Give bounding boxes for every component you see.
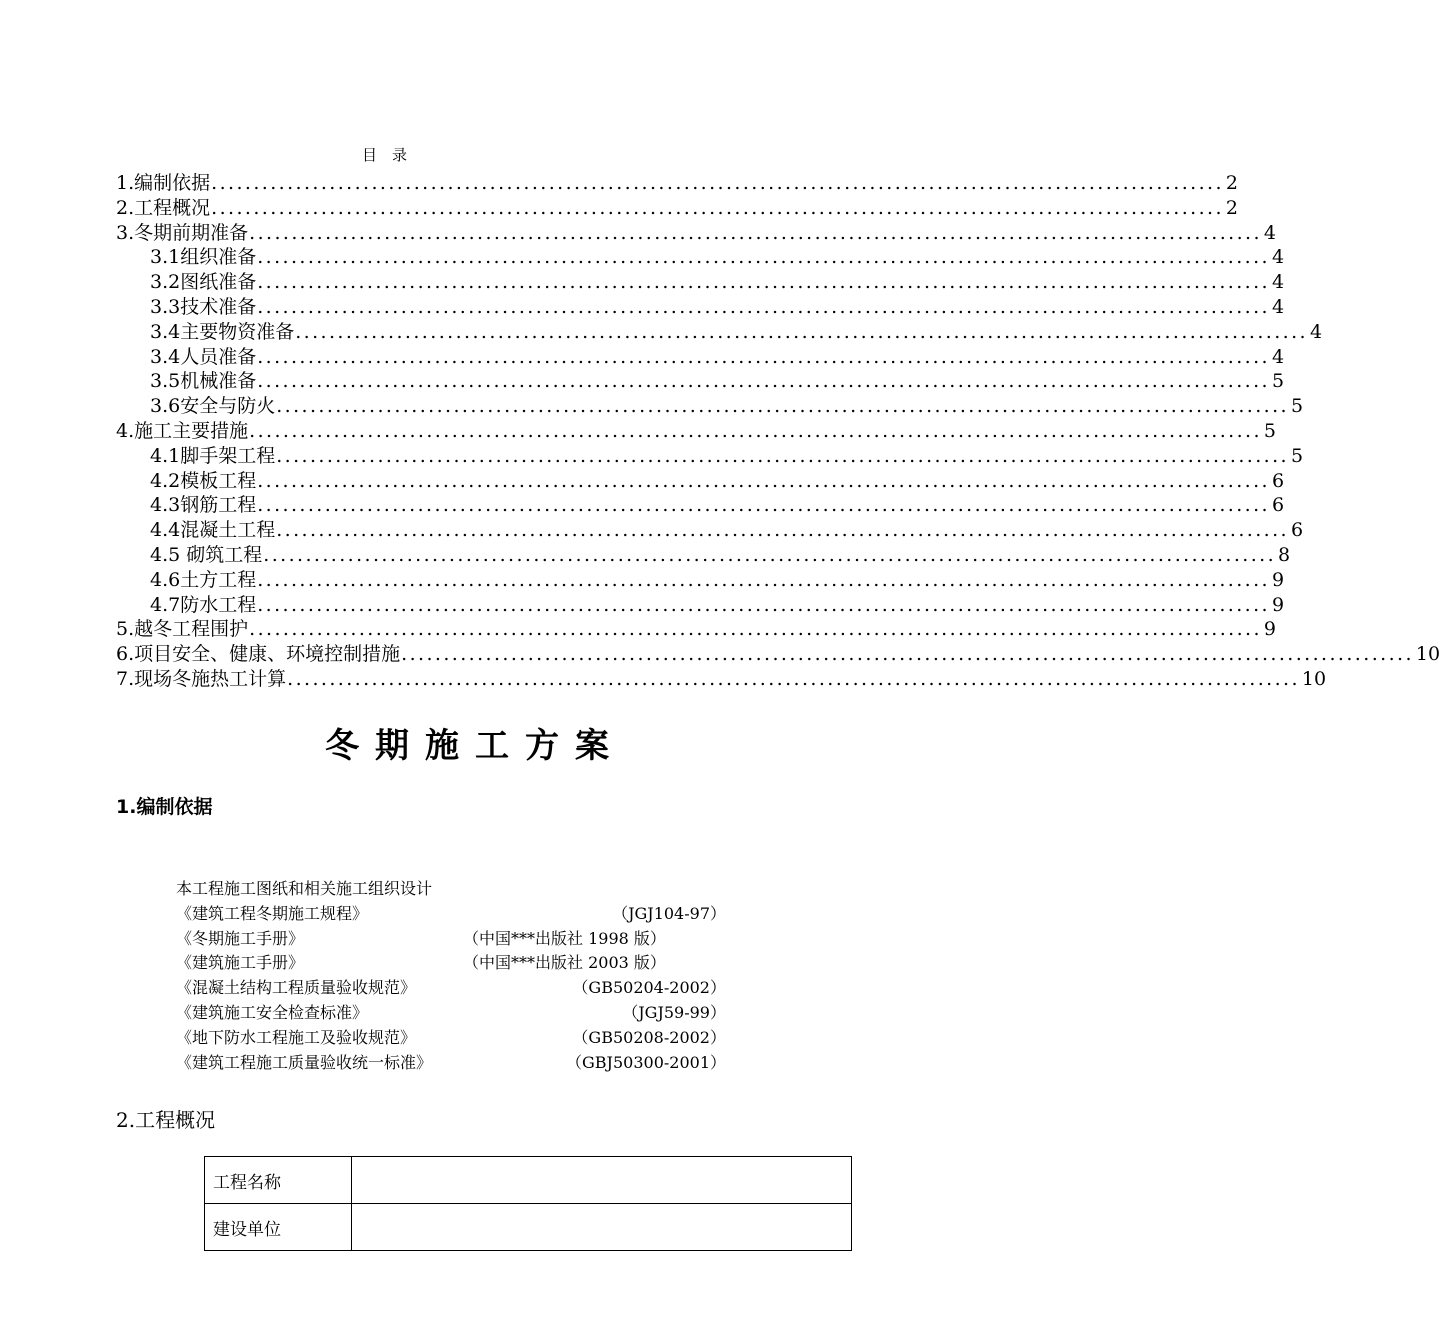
toc-entry-page: 4 — [1271, 246, 1285, 269]
basis-item-name: 本工程施工图纸和相关施工组织设计 — [176, 879, 433, 898]
toc-entry-label: 3.冬期前期准备 — [116, 221, 249, 244]
toc-entry[interactable] — [116, 590, 1285, 616]
toc-leader-dots: ........................................................................................................................ — [257, 370, 1270, 393]
toc-leader-dots: ........................................................................................................................ — [257, 494, 1270, 517]
basis-item-code: （GB50208-2002） — [572, 1027, 726, 1047]
toc-entry-label: 3.6安全与防火 — [150, 395, 276, 418]
toc-entry-page: 9 — [1263, 618, 1276, 641]
toc-entry-label: 4.4混凝土工程 — [150, 519, 276, 542]
basis-item — [176, 928, 726, 953]
toc-entry[interactable] — [116, 342, 1285, 368]
toc-entry-page: 4 — [1271, 271, 1285, 294]
toc-entry[interactable] — [116, 565, 1285, 591]
toc-entry-page: 10 — [1415, 643, 1440, 666]
toc-leader-dots: ........................................................................................................................ — [211, 196, 1224, 219]
toc-entry-label: 3.5机械准备 — [150, 370, 257, 393]
toc-leader-dots: ........................................................................................................................ — [263, 543, 1277, 566]
toc-entry[interactable] — [116, 218, 1276, 244]
toc-entry-label: 4.6土方工程 — [150, 568, 257, 591]
basis-list — [176, 878, 726, 1076]
basis-item-name: 《冬期施工手册》 — [176, 928, 305, 948]
toc-entry-label: 1.编制依据 — [116, 172, 211, 194]
toc-entry-label: 3.1组织准备 — [150, 246, 257, 269]
basis-item-code: （JGJ59-99） — [622, 1002, 726, 1022]
table-key-cell: 建设单位 — [205, 1204, 352, 1251]
basis-item-code: （中国***出版社 2003 版） — [463, 953, 666, 973]
toc-leader-dots: ........................................................................................................................ — [257, 568, 1270, 591]
basis-item-name: 《地下防水工程施工及验收规范》 — [176, 1027, 417, 1047]
toc-entry-label: 3.3技术准备 — [150, 295, 257, 318]
toc-entry-label: 2.工程概况 — [116, 196, 211, 219]
toc-entry-page: 4 — [1271, 345, 1285, 368]
table-key-cell: 工程名称 — [205, 1157, 352, 1204]
toc-entry-page: 5 — [1271, 370, 1285, 393]
table-value-cell[interactable] — [352, 1157, 852, 1204]
toc-entry[interactable] — [116, 490, 1285, 517]
toc-entry-label: 4.施工主要措施 — [116, 419, 249, 442]
toc-entry[interactable] — [116, 639, 1440, 666]
toc-entry[interactable] — [116, 317, 1323, 343]
basis-item-code: （中国***出版社 1998 版） — [463, 928, 666, 948]
toc-entry-page: 8 — [1278, 543, 1291, 566]
toc-leader-dots: ........................................................................................................................ — [211, 172, 1224, 194]
document-title: 冬期施工方案 — [325, 726, 625, 766]
toc-entry-label: 5.越冬工程围护 — [116, 618, 249, 641]
toc-entry[interactable] — [116, 416, 1276, 442]
basis-item-name: 《建筑施工安全检查标准》 — [176, 1002, 369, 1022]
toc-entry[interactable] — [116, 441, 1304, 467]
toc-leader-dots: ........................................................................................................................ — [257, 271, 1270, 294]
toc-leader-dots: ........................................................................................................................ — [401, 643, 1414, 666]
toc-entry-page: 5 — [1290, 444, 1304, 467]
basis-item — [176, 977, 726, 1002]
basis-item-code: （GBJ50300-2001） — [566, 1052, 726, 1072]
toc-entry-page: 9 — [1271, 568, 1285, 591]
basis-item — [176, 1052, 726, 1077]
toc-entry-page: 6 — [1271, 469, 1285, 492]
toc-entry-page: 2 — [1225, 172, 1238, 194]
toc-entry[interactable] — [116, 540, 1291, 566]
toc-entry-page: 5 — [1263, 419, 1276, 442]
toc-leader-dots: ........................................................................................................................ — [257, 345, 1270, 368]
toc-leader-dots: ........................................................................................................................ — [257, 246, 1270, 269]
table-row — [205, 1157, 852, 1204]
toc-entry-label: 7.现场冬施热工计算 — [116, 667, 287, 690]
toc-entry-label: 3.4主要物资准备 — [150, 320, 295, 343]
toc-entry[interactable] — [116, 292, 1285, 318]
toc-entry-page: 10 — [1301, 667, 1327, 690]
toc-leader-dots: ........................................................................................................................ — [249, 419, 1262, 442]
table-row — [205, 1204, 852, 1251]
basis-item-code: （JGJ104-97） — [612, 903, 726, 923]
toc-entry-page: 5 — [1290, 395, 1304, 418]
toc-entry[interactable] — [116, 466, 1285, 492]
toc-entry-label: 4.5 砌筑工程 — [150, 543, 263, 566]
toc-entry[interactable] — [116, 267, 1285, 294]
toc-leader-dots: ........................................................................................................................ — [276, 395, 1289, 418]
toc-leader-dots: ........................................................................................................................ — [257, 295, 1270, 318]
basis-item-name: 《混凝土结构工程质量验收规范》 — [176, 978, 417, 998]
toc-entry-label: 3.2图纸准备 — [150, 271, 257, 294]
toc-entry[interactable] — [116, 391, 1304, 418]
toc-entry[interactable] — [116, 614, 1276, 641]
section-heading-overview: 2.工程概况 — [116, 1108, 216, 1132]
basis-item — [176, 952, 726, 977]
toc-leader-dots: ........................................................................................................................ — [276, 519, 1289, 542]
toc-entry-page: 9 — [1271, 593, 1285, 616]
basis-item-name: 《建筑施工手册》 — [176, 953, 305, 973]
toc-entry-label: 4.1脚手架工程 — [150, 444, 276, 467]
toc-entry[interactable] — [116, 515, 1304, 542]
toc-entry[interactable] — [116, 664, 1327, 690]
toc-leader-dots: ........................................................................................................................ — [249, 221, 1262, 244]
toc-leader-dots: ........................................................................................................................ — [276, 444, 1289, 467]
basis-item-name: 《建筑工程施工质量验收统一标准》 — [176, 1052, 433, 1072]
toc-entry-label: 4.2模板工程 — [150, 469, 257, 492]
toc-entry-page: 4 — [1271, 295, 1285, 318]
basis-item-name: 《建筑工程冬期施工规程》 — [176, 903, 369, 923]
basis-item — [176, 878, 726, 903]
toc-entry-page: 4 — [1309, 320, 1323, 343]
basis-item — [176, 1027, 726, 1052]
toc-entry-label: 4.3钢筋工程 — [150, 494, 257, 517]
toc-leader-dots: ........................................................................................................................ — [287, 667, 1300, 690]
basis-item-code: （GB50204-2002） — [572, 978, 726, 998]
basis-item — [176, 903, 726, 928]
toc-entry-page: 4 — [1263, 221, 1276, 244]
section-heading-basis: 1.编制依据 — [116, 796, 213, 818]
toc-entry[interactable] — [116, 168, 1238, 194]
toc-entry[interactable] — [116, 366, 1285, 393]
toc-entry-label: 4.7防水工程 — [150, 593, 257, 616]
toc-entry-page: 2 — [1225, 196, 1238, 219]
toc-leader-dots: ........................................................................................................................ — [257, 469, 1270, 492]
toc-entry[interactable] — [116, 242, 1285, 269]
toc-entry-page: 6 — [1290, 519, 1304, 542]
toc-title: 目 录 — [362, 146, 408, 164]
toc-leader-dots: ........................................................................................................................ — [249, 618, 1262, 641]
toc-leader-dots: ........................................................................................................................ — [295, 320, 1308, 343]
toc-entry-page: 6 — [1271, 494, 1285, 517]
toc-entry-label: 3.4人员准备 — [150, 345, 257, 368]
toc-leader-dots: ........................................................................................................................ — [257, 593, 1270, 616]
table-of-contents — [116, 168, 1440, 690]
project-info-table — [204, 1156, 852, 1251]
table-value-cell[interactable] — [352, 1204, 852, 1251]
toc-entry[interactable] — [116, 193, 1238, 219]
basis-item — [176, 1002, 726, 1027]
toc-entry-label: 6.项目安全、健康、环境控制措施 — [116, 643, 401, 666]
